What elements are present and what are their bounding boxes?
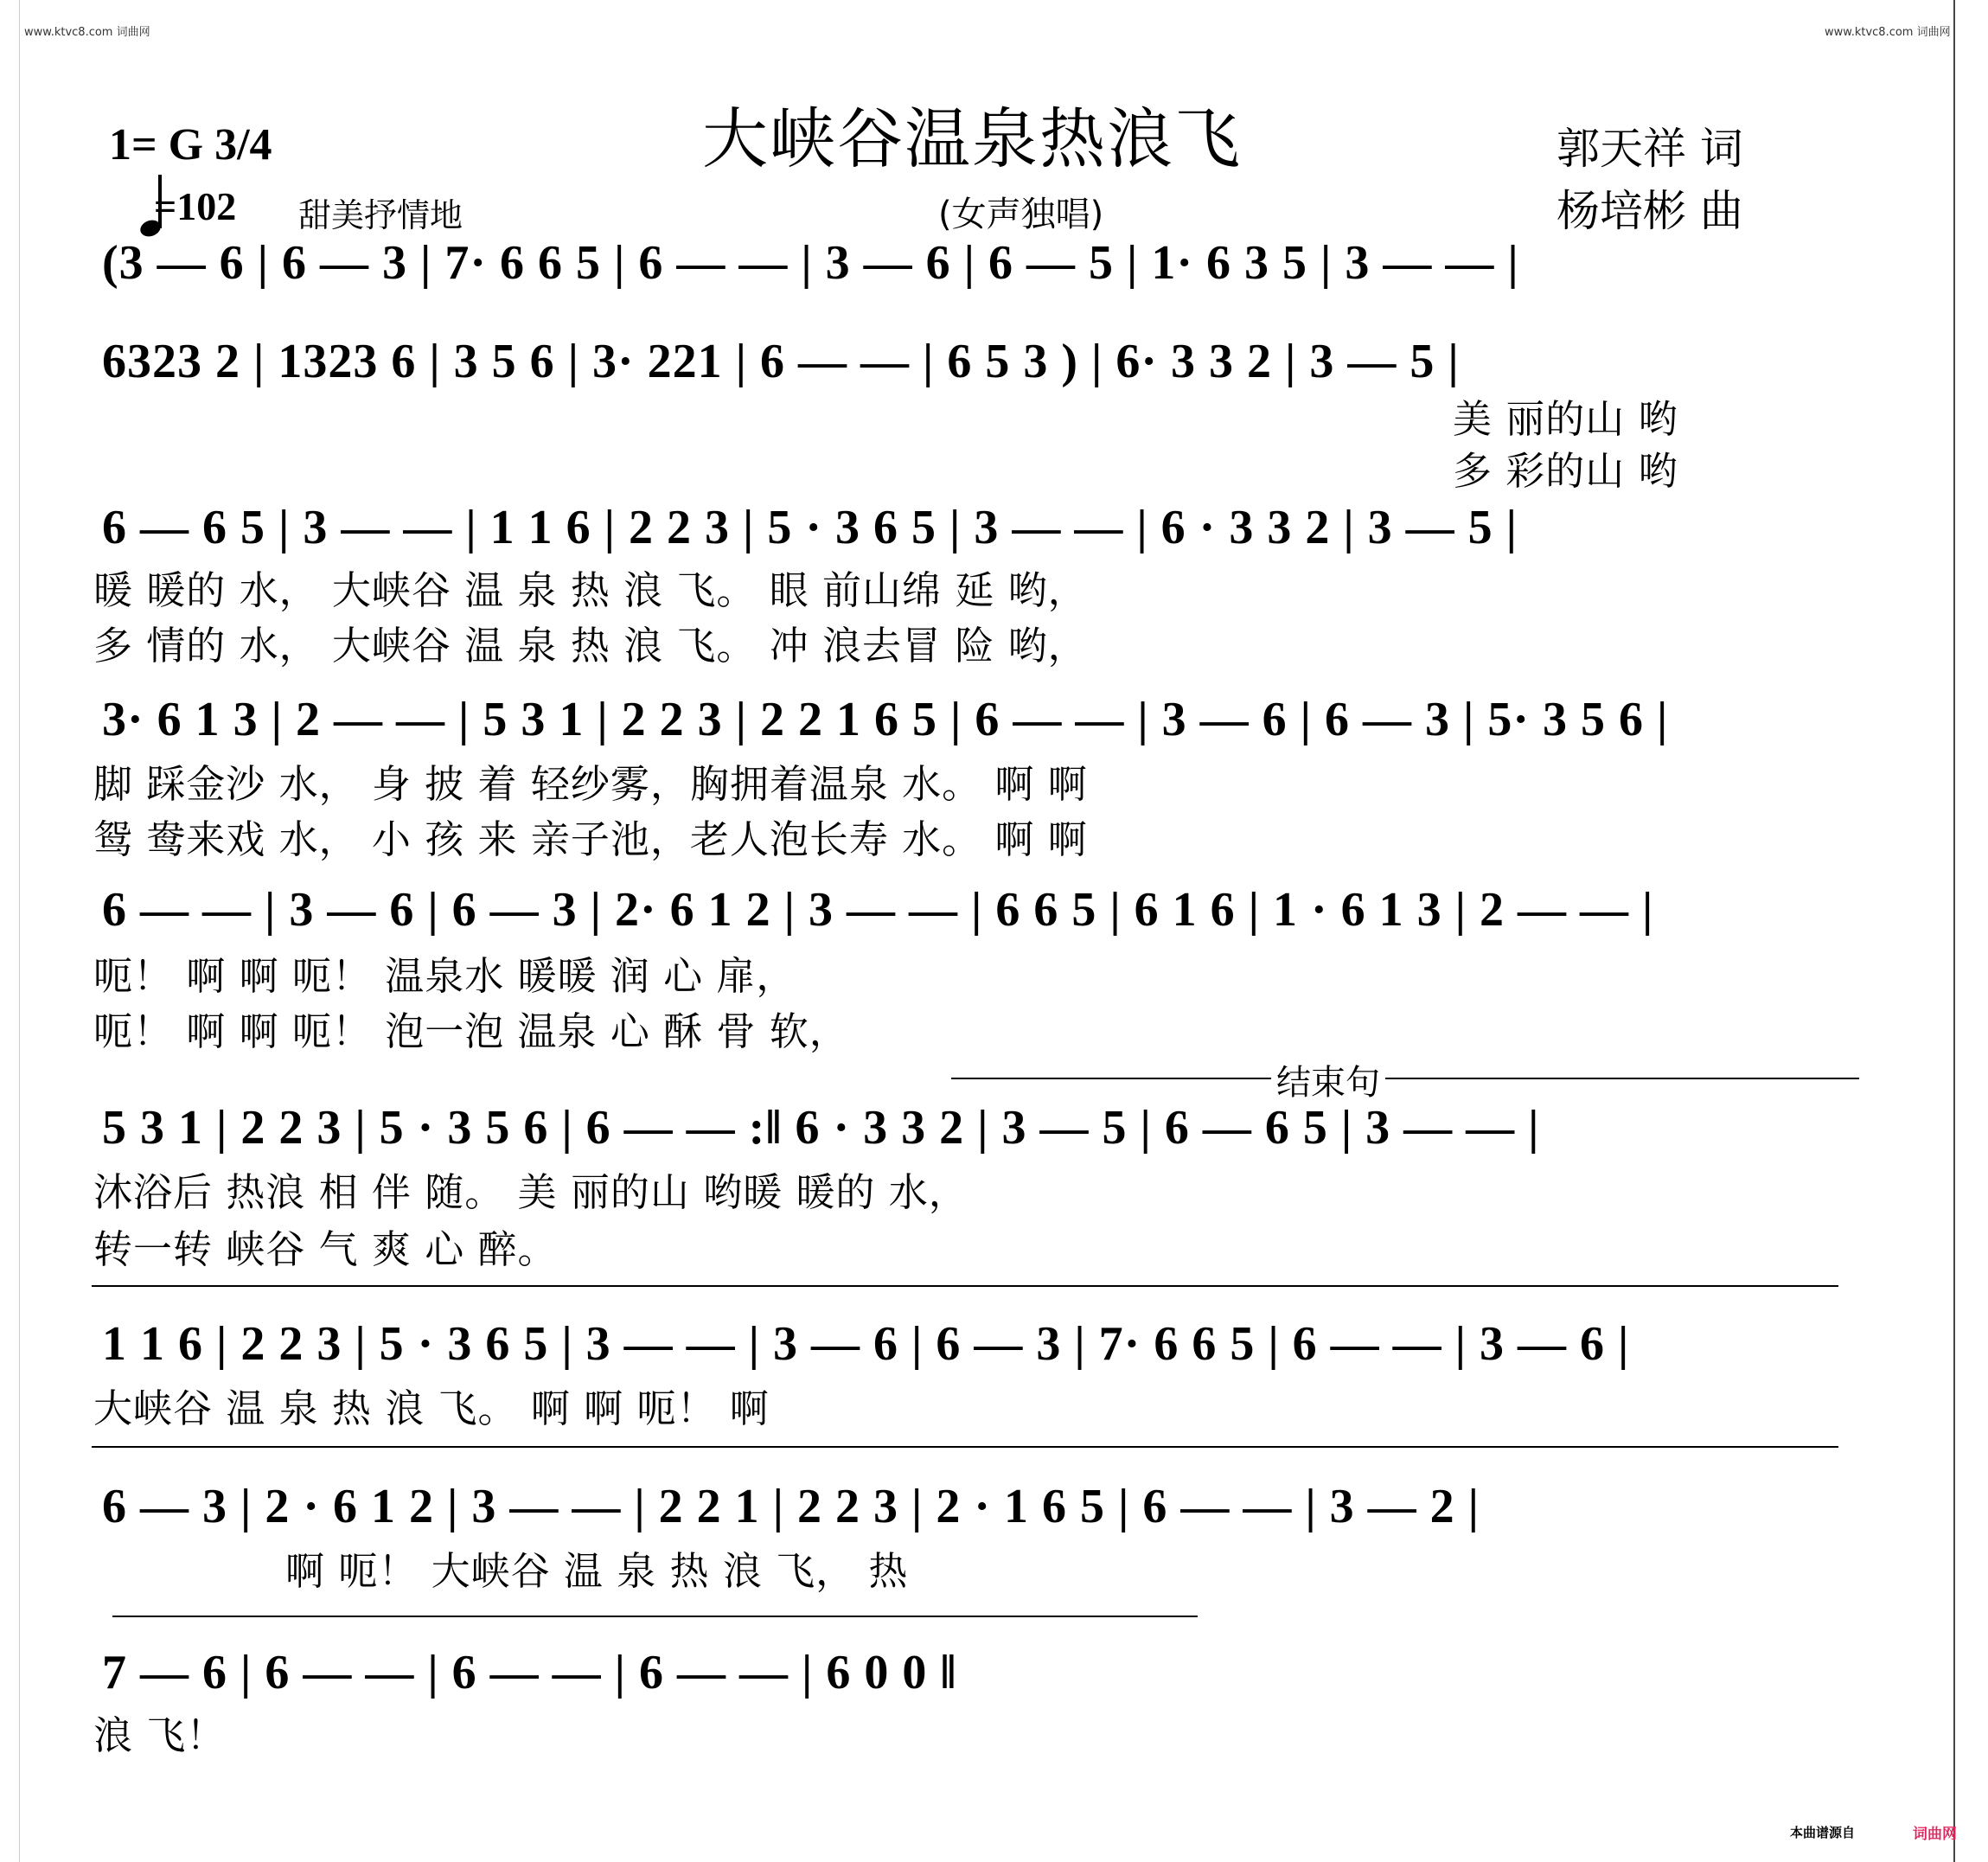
lyric-line-8: 啊 呃！ 大峡谷 温 泉 热 浪 飞， 热 — [285, 1548, 909, 1594]
score-line-2: 6323 2 | 1323 6 | 3 5 6 | 3· 221 | 6 — — | 6 5 3 ) | 6· 3 3 2 | 3 — 5 | — [102, 335, 1460, 388]
song-subtitle: (女声独唱) — [938, 195, 1104, 234]
ending-bracket-line — [951, 1078, 1859, 1079]
score-line-3: 6 — 6 5 | 3 — — | 1 1 6 | 2 2 3 | 5 · 3 6 5 | 3 — — | 6 · 3 3 2 | 3 — 5 | — [102, 501, 1518, 554]
lyric-line-7: 大峡谷 温 泉 热 浪 飞。 啊 啊 呃！ 啊 — [93, 1385, 770, 1431]
section-divider-1 — [92, 1285, 1838, 1287]
right-page-edge — [1953, 0, 1988, 1862]
lyric-line-2-verse-2: 多 彩的山 哟 — [1453, 448, 1678, 494]
score-line-7: 1 1 6 | 2 2 3 | 5 · 3 6 5 | 3 — — | 3 — 6 | 6 — 3 | 7· 6 6 5 | 6 — — | 3 — 6 | — [102, 1317, 1630, 1371]
tempo-marking: =102 — [154, 184, 237, 228]
key-signature: 1= G 3/4 — [109, 120, 272, 170]
lyric-line-6-verse-1: 沐浴后 热浪 相 伴 随。 美 丽的山 哟暖 暖的 水， — [93, 1169, 968, 1215]
footer-brand-link[interactable]: 词曲网 — [1913, 1826, 1957, 1843]
score-line-6: 5 3 1 | 2 2 3 | 5 · 3 5 6 | 6 — — :‖ 6 · 3 3 2 | 3 — 5 | 6 — 6 5 | 3 — — | — [102, 1101, 1540, 1155]
ending-label: 结束句 — [1271, 1055, 1385, 1104]
score-line-4: 3· 6 1 3 | 2 — — | 5 3 1 | 2 2 3 | 2 2 1 6 5 | 6 — — | 3 — 6 | 6 — 3 | 5· 3 5 6 | — [102, 693, 1669, 746]
lyric-line-4-verse-1: 脚 踩金沙 水， 身 披 着 轻纱雾，胸拥着温泉 水。 啊 啊 — [93, 761, 1088, 807]
site-watermark-left: www.ktvc8.com 词曲网 — [24, 26, 150, 39]
section-divider-3 — [112, 1616, 1198, 1617]
song-title: 大峡谷温泉热浪飞 — [702, 100, 1242, 177]
lyric-line-3-verse-2: 多 情的 水， 大峡谷 温 泉 热 浪 飞。 冲 浪去冒 险 哟， — [93, 623, 1088, 669]
section-divider-2 — [92, 1446, 1838, 1448]
lyric-line-3-verse-1: 暖 暖的 水， 大峡谷 温 泉 热 浪 飞。 眼 前山绵 延 哟， — [93, 567, 1088, 613]
lyric-line-2-verse-1: 美 丽的山 哟 — [1453, 396, 1678, 442]
lyric-line-6-verse-2: 转一转 峡谷 气 爽 心 醉。 — [93, 1226, 558, 1272]
lyric-line-4-verse-2: 鸳 鸯来戏 水， 小 孩 来 亲子池，老人泡长寿 水。 啊 啊 — [93, 816, 1088, 862]
site-watermark-right: www.ktvc8.com 词曲网 — [1825, 26, 1951, 39]
lyric-line-9: 浪 飞！ — [93, 1712, 227, 1758]
expression-marking: 甜美抒情地 — [298, 196, 463, 234]
lyric-line-5-verse-2: 呃！ 啊 啊 呃！ 泡一泡 温泉 心 酥 骨 软， — [93, 1008, 849, 1054]
score-line-1: (3 — 6 | 6 — 3 | 7· 6 6 5 | 6 — — | 3 — 6 | 6 — 5 | 1· 6 3 5 | 3 — — | — [102, 236, 1519, 290]
lyric-line-5-verse-1: 呃！ 啊 啊 呃！ 温泉水 暖暖 润 心 扉， — [93, 953, 796, 999]
lyricist-credit: 郭天祥 词 — [1557, 124, 1743, 174]
left-page-edge — [0, 0, 20, 1862]
score-line-8: 6 — 3 | 2 · 6 1 2 | 3 — — | 2 2 1 | 2 2 3 | 2 · 1 6 5 | 6 — — | 3 — 2 | — [102, 1480, 1480, 1533]
composer-credit: 杨培彬 曲 — [1557, 186, 1743, 236]
score-line-9: 7 — 6 | 6 — — | 6 — — | 6 — — | 6 0 0 ‖ — [102, 1646, 957, 1699]
footer-source-label: 本曲谱源自 — [1790, 1825, 1856, 1840]
score-line-5: 6 — — | 3 — 6 | 6 — 3 | 2· 6 1 2 | 3 — — | 6 6 5 | 6 1 6 | 1 · 6 1 3 | 2 — — | — [102, 883, 1654, 937]
